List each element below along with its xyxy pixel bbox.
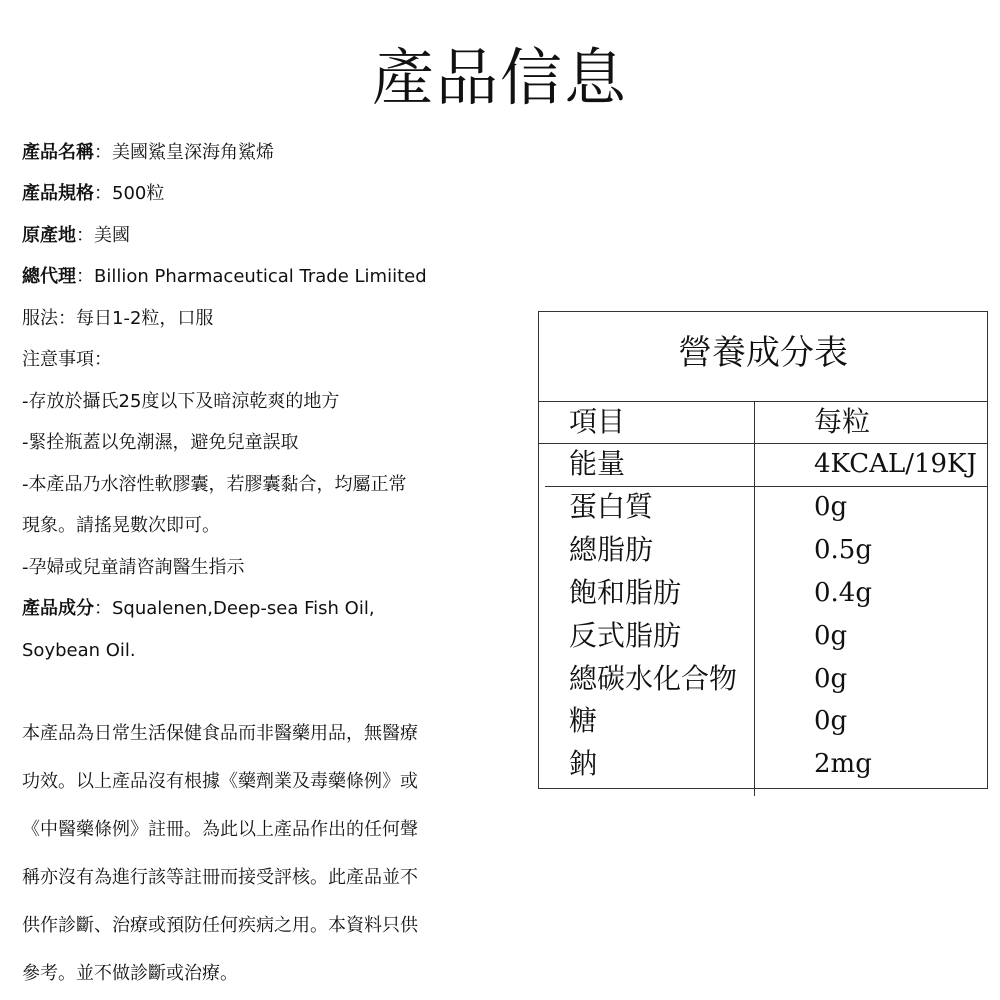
nutrient-name: 糖 xyxy=(569,704,598,737)
nutrient-name: 蛋白質 xyxy=(569,490,654,523)
info-label: 產品成分 xyxy=(22,598,94,619)
nutrient-value: 0g xyxy=(814,492,848,522)
info-value: -本產品乃水溶性軟膠囊，若膠囊黏合，均屬正常 xyxy=(22,474,407,495)
info-value: 現象。請搖晃數次即可。 xyxy=(22,515,220,536)
disclaimer-line: 本產品為日常生活保健食品而非醫藥用品，無醫療 xyxy=(22,723,418,744)
info-separator: ： xyxy=(94,183,112,204)
disclaimer-line: 《中醫藥條例》註冊。為此以上產品作出的任何聲 xyxy=(22,819,418,840)
info-value: Squalenen,Deep-sea Fish Oil, xyxy=(112,598,375,619)
nutrient-value: 0.5g xyxy=(814,535,872,565)
nutrient-value: 2mg xyxy=(814,749,872,779)
info-line xyxy=(22,224,130,248)
info-value: Billion Pharmaceutical Trade Limiited xyxy=(94,266,427,287)
nutrient-value: 0g xyxy=(814,664,848,694)
info-separator: ： xyxy=(76,225,94,246)
page-title: 產品信息 xyxy=(371,41,628,114)
nutrient-value: 4KCAL/19KJ xyxy=(814,449,977,479)
nutrient-value: 0g xyxy=(814,621,848,651)
info-line xyxy=(22,431,299,455)
nutrient-value: 0g xyxy=(814,706,848,736)
info-line xyxy=(22,265,427,289)
info-label: 服法 xyxy=(22,308,58,329)
info-label: 原產地 xyxy=(22,225,76,246)
nutrient-name: 總脂肪 xyxy=(569,533,654,566)
nutrition-table xyxy=(538,311,988,789)
info-line xyxy=(22,473,407,497)
header-per-serving-label: 每粒 xyxy=(814,405,871,438)
info-line xyxy=(22,597,375,621)
info-value: Soybean Oil. xyxy=(22,640,136,661)
info-label: 產品名稱 xyxy=(22,142,94,163)
info-value: -緊拴瓶蓋以免潮濕，避免兒童誤取 xyxy=(22,432,299,453)
info-separator: ： xyxy=(94,598,112,619)
column-divider xyxy=(754,402,755,796)
disclaimer-line: 參考。並不做診斷或治療。 xyxy=(22,963,238,984)
info-line xyxy=(22,556,245,580)
info-label: 注意事項 xyxy=(22,349,94,370)
nutrient-name: 能量 xyxy=(569,447,626,480)
info-separator: ： xyxy=(76,266,94,287)
nutrition-table-title: 營養成分表 xyxy=(539,312,987,402)
info-value: 美國鯊皇深海角鯊烯 xyxy=(112,142,274,163)
info-line xyxy=(22,141,274,165)
disclaimer-line: 稱亦沒有為進行該等註冊而接受評核。此產品並不 xyxy=(22,867,418,888)
info-value: 美國 xyxy=(94,225,130,246)
info-line xyxy=(22,514,220,538)
info-label: 產品規格 xyxy=(22,183,94,204)
nutrient-name: 總碳水化合物 xyxy=(569,662,738,695)
info-line xyxy=(22,639,136,663)
info-label: 總代理 xyxy=(22,266,76,287)
nutrient-value: 0.4g xyxy=(814,578,872,608)
nutrient-name: 鈉 xyxy=(569,747,598,780)
info-value: 每日1-2粒，口服 xyxy=(76,308,214,329)
nutrient-name: 反式脂肪 xyxy=(569,619,682,652)
info-separator: ： xyxy=(58,308,76,329)
header-item-label: 項目 xyxy=(569,405,626,438)
disclaimer-line: 功效。以上產品沒有根據《藥劑業及毒藥條例》或 xyxy=(22,771,418,792)
nutrient-name: 飽和脂肪 xyxy=(569,576,682,609)
info-line xyxy=(22,182,164,206)
info-value: -孕婦或兒童請咨詢醫生指示 xyxy=(22,557,245,578)
info-line xyxy=(22,307,213,331)
info-line xyxy=(22,348,112,372)
info-line xyxy=(22,390,339,414)
disclaimer-line: 供作診斷、治療或預防任何疾病之用。本資料只供 xyxy=(22,915,418,936)
info-separator: ： xyxy=(94,142,112,163)
info-separator: ： xyxy=(94,349,112,370)
info-value: 500粒 xyxy=(112,183,165,204)
info-value: -存放於攝氏25度以下及暗涼乾爽的地方 xyxy=(22,391,340,412)
